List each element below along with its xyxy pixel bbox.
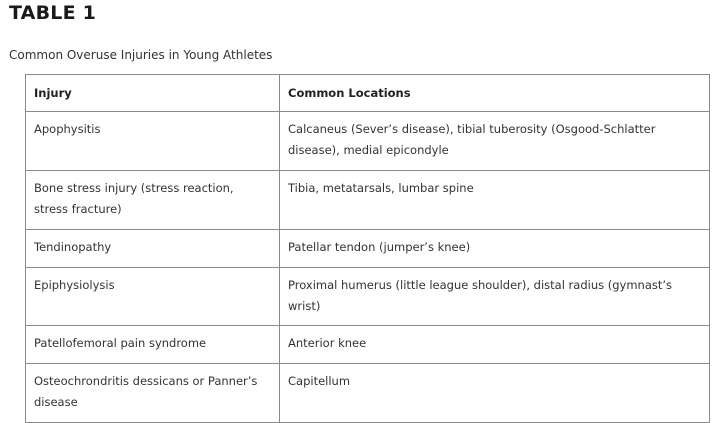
table-caption: Common Overuse Injuries in Young Athletes (9, 48, 273, 62)
injury-cell: Bone stress injury (stress reaction, stress fracture) (26, 171, 280, 230)
injury-cell: Osteochrondritis dessicans or Panner’s disease (26, 364, 280, 423)
location-cell: Tibia, metatarsals, lumbar spine (280, 171, 710, 230)
table-title: TABLE 1 (9, 2, 96, 24)
location-cell: Capitellum (280, 364, 710, 423)
column-header-injury: Injury (26, 75, 280, 112)
location-cell: Proximal humerus (little league shoulder), distal radius (gymnast’s wrist) (280, 268, 710, 326)
injury-cell: Tendinopathy (26, 230, 280, 268)
table-header-row (26, 75, 710, 112)
location-cell: Calcaneus (Sever’s disease), tibial tuberosity (Osgood-Schlatter disease), medial epicondyle (280, 112, 710, 171)
injury-cell: Patellofemoral pain syndrome (26, 326, 280, 364)
table-row (26, 230, 710, 268)
injury-cell: Epiphysiolysis (26, 268, 280, 326)
column-header-common-locations: Common Locations (280, 75, 710, 112)
table-row (26, 171, 710, 230)
table-row (26, 326, 710, 364)
table-row (26, 112, 710, 171)
location-cell: Patellar tendon (jumper’s knee) (280, 230, 710, 268)
overuse-injuries-table (25, 74, 710, 423)
table-row (26, 268, 710, 326)
location-cell: Anterior knee (280, 326, 710, 364)
injury-cell: Apophysitis (26, 112, 280, 171)
